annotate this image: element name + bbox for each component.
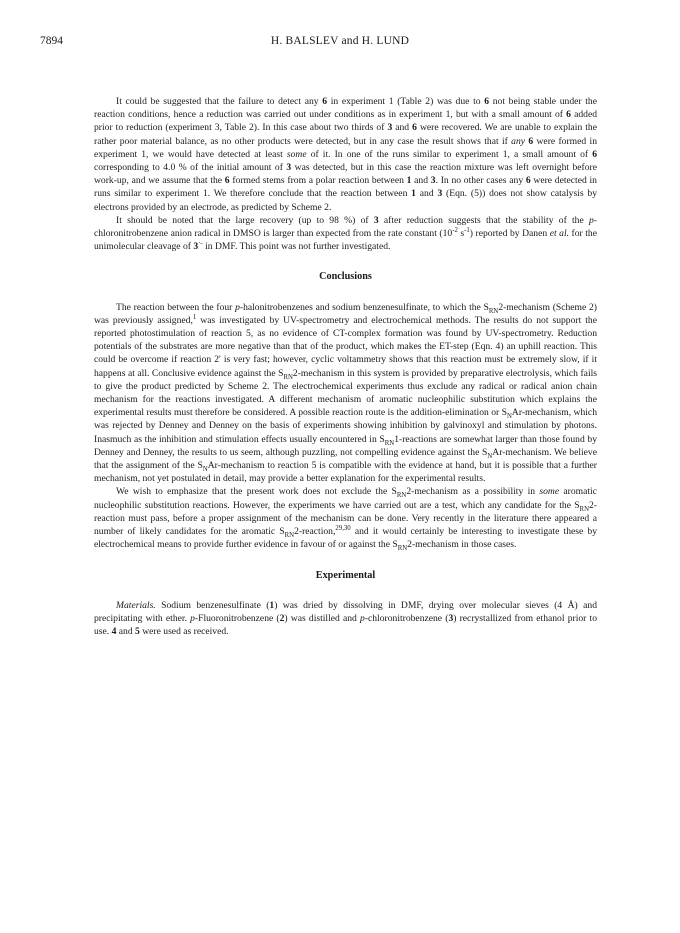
article-body <box>94 95 597 638</box>
paragraph-stability-test: It could be suggested that the failure to detect any 6 in experiment 1 (Table 2) was due to 6 not being stable under the reaction conditions, hence a reduction was carried out under conditions as in experiment 1, but with a small amount of 6 added prior to reduction (experiment 3, Table 2). In this case about two thirds of 3 and 6 were recovered. We are unable to explain the rather poor material balance, as no other products were detected, but in any case the result shows that if any 6 were formed in experiment 1, we would have detected at least some of it. In one of the runs similar to experiment 1, a small amount of 6 corresponding to 4.0 % of the initial amount of 3 was detected, but in this case the reaction mixture was left overnight before work-up, and we assume that the 6 formed stems from a polar reaction between 1 and 3. In no other cases any 6 were detected in runs similar to experiment 1. We therefore conclude that the reaction between 1 and 3 (Eqn. (5)) does not show catalysis by electrons provided by an electrode, as predicted by Scheme 2. <box>94 96 598 213</box>
paragraph-recovery-note: It should be noted that the large recovery (up to 98 %) of 3 after reduction suggests that the stability of the p-chloronitrobenzene anion radical in DMSO is larger than expected from the rate constant ($10^{-2}$ $s^{-1}$) reported by Danen et al. for the unimolecular cleavage of 3·- in DMF. This point was not further investigated. <box>94 214 597 253</box>
page-number: 7894 <box>40 35 63 47</box>
paragraph-conclusions: The reaction between the four p-halonitrobenzenes and sodium benzenesulfinate, to which the $S_{RN}2$-mechanism (Scheme 2) was previously assigned,$^1$ was investigated by UV-spectrometry and electrochemical methods. The results do not support the reported photostimulation of reaction 5, as no evidence of CT-complex formation was found by UV-spectrometry. Reduction potentials of the substrates are more negative than that of the product, which makes the ET-step (Eqn. 4) an uphill reaction. This could be overcome if reaction 2' is very fast; however, cyclic voltammetry shows that this reaction must be extremely slow, if it happens at all. Conclusive evidence against the $S_{RN}2$-mechanism in this system is provided by preparative electrolysis, which fails to give the product predicted by Scheme 2. The electrochemical experiments thus exclude any radical or radical anion chain mechanism for the reactions investigated. A different mechanism of aromatic nucleophilic substitution which explains the experimental results must therefore be considered. A possible reaction route is the addition-elimination or $S_NAr$-mechanism, which was rejected by Denney and Denney on the basis of experiments showing inhibition by galvinoxyl and stimulation by photons. Inasmuch as the inhibition and stimulation effects usually encountered in $S_{RN}1$-reactions are somewhat larger than those found by Denney and Denney, the results to us seem, although puzzling, not compelling evidence against the $S_NAr$-mechanism. We believe that the assignment of the $S_NAr$-mechanism to reaction 5 is compatible with the evidence at hand, but it is possible that a further mechanism, not yet postulated in detail, may provide a better explanation for the experimental results. <box>94 301 598 485</box>
running-head: H. BALSLEV and H. LUND <box>270 35 410 47</box>
paragraph-materials: Materials. Sodium benzenesulfinate (1) was dried by dissolving in DMF, drying over molecular sieves (4 Å) and precipitating with ether. p-Fluoronitrobenzene (2) was distilled and p-chloronitrobenzene (3) recrystallized from ethanol prior to use. 4 and 5 were used as received. <box>94 599 597 638</box>
conclusions-heading: Conclusions <box>319 271 372 283</box>
experimental-heading: Experimental <box>315 569 376 581</box>
paragraph-emphasis: We wish to emphasize that the present work does not exclude the $S_{RN}2$-mechanism as a possibility in some aromatic nucleophilic substitution reactions. However, the experiments we have carried out are a test, which any candidate for the $S_{RN}2$-reaction must pass, before a proper assignment of the mechanism can be done. Very recently in the literature there appeared a number of likely candidates for the aromatic $S_{RN}2-reaction,^{29,30}$ and it would certainly be interesting to investigate these by electrochemical means to provide further evidence in favour of or against the $S_{RN}2$-mechanism in those cases. <box>94 486 597 553</box>
